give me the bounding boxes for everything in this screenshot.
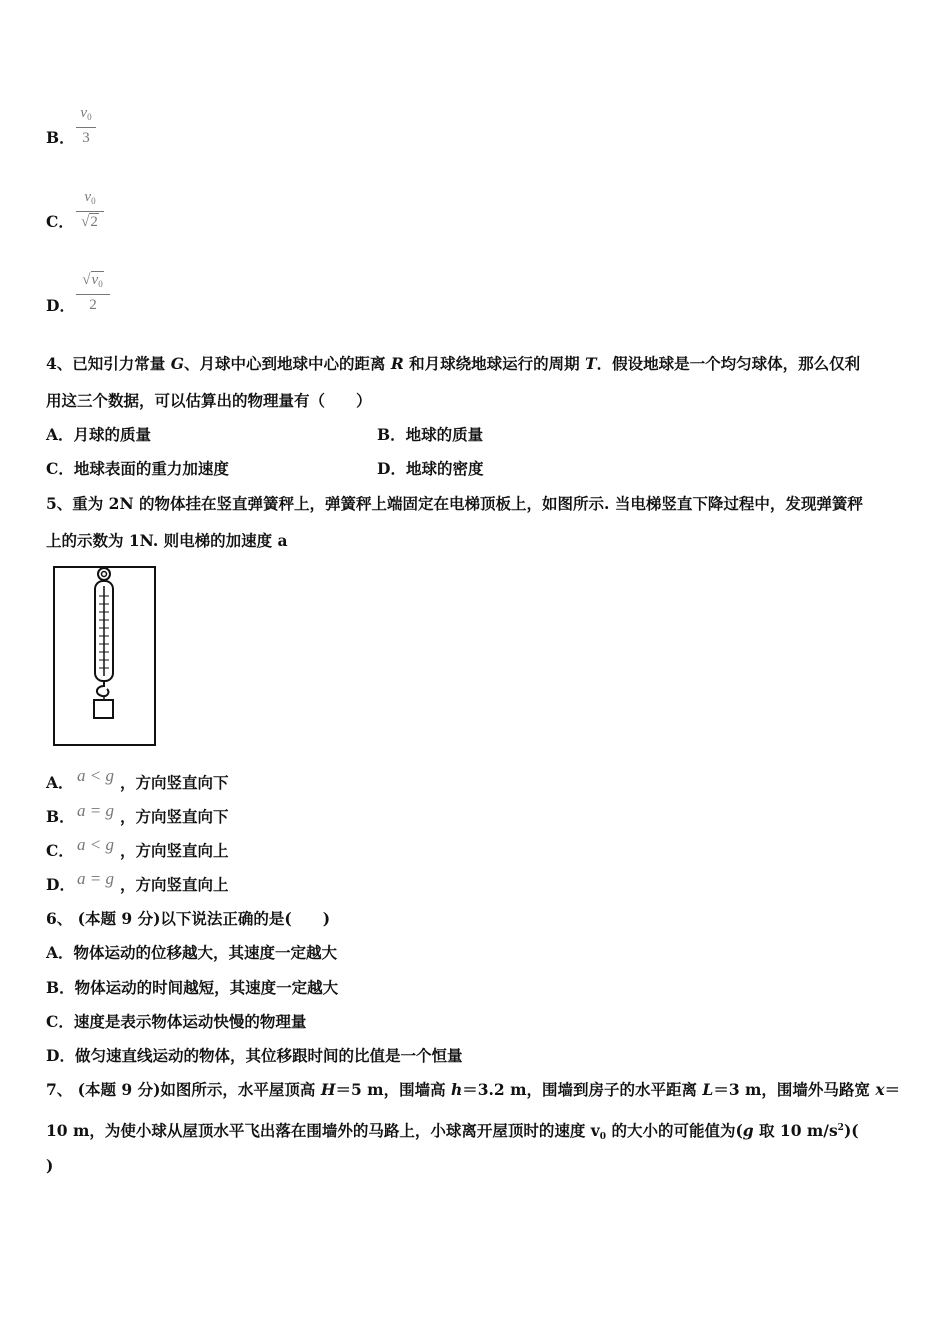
q3-c-den: 2	[90, 214, 98, 230]
q6-option-b[interactable]: B．物体运动的时间越短，其速度一定越大	[46, 978, 339, 997]
weight-block	[94, 700, 113, 718]
q4-option-c[interactable]: C．地球表面的重力加速度	[46, 459, 229, 478]
radical-sign: √	[82, 272, 91, 288]
q5-option-d-text[interactable]: ，方向竖直向上	[120, 875, 229, 894]
q4-option-b[interactable]: B．地球的质量	[377, 425, 484, 444]
q3-option-c-fraction	[76, 188, 104, 231]
q5-option-a-label[interactable]: A．	[46, 773, 74, 792]
q4-var-r: R	[390, 354, 404, 373]
fraction-bar	[76, 211, 104, 212]
spring-scale-figure	[52, 566, 158, 748]
q7-unit-sup: 2	[837, 1123, 844, 1133]
q7-var-l: L	[702, 1080, 714, 1099]
top-ring-inner	[102, 572, 107, 577]
q3-option-c-label[interactable]: C．	[46, 212, 74, 231]
top-ring	[98, 568, 110, 580]
q5-option-a-math: a < g	[77, 766, 114, 785]
q5-option-b-text[interactable]: ，方向竖直向下	[120, 807, 229, 826]
q5-option-c-label[interactable]: C．	[46, 841, 74, 860]
q4-var-g: G	[170, 354, 184, 373]
q5-option-c-text[interactable]: ，方向竖直向上	[120, 841, 229, 860]
q3-c-num: v	[84, 189, 92, 205]
q3-d-num-sub: 0	[98, 279, 103, 289]
q3-d-den: 2	[89, 297, 97, 313]
q6-option-d[interactable]: D．做匀速直线运动的物体，其位移跟时间的比值是一个恒量	[46, 1046, 463, 1065]
q4-var-t: T	[585, 354, 597, 373]
fraction-bar	[76, 294, 110, 295]
q5-option-b-math: a = g	[77, 801, 114, 820]
q7-var-h: h	[450, 1080, 463, 1099]
q4-stem-line-2: 用这三个数据，可以估算出的物理量有（ ）	[46, 391, 372, 410]
q7-var-g: g	[742, 1121, 754, 1140]
q7-v0-sub: 0	[599, 1132, 607, 1142]
q3-b-den: 3	[82, 130, 90, 146]
q3-option-d-fraction	[76, 271, 110, 314]
q5-option-d-label[interactable]: D．	[46, 875, 75, 894]
q5-option-c-math: a < g	[77, 835, 114, 854]
q5-option-b-label[interactable]: B．	[46, 807, 75, 826]
q3-option-b-fraction	[76, 104, 96, 147]
q3-b-num-sub: 0	[87, 112, 92, 122]
q3-b-num: v	[80, 105, 88, 121]
q4-option-d[interactable]: D．地球的密度	[377, 459, 484, 478]
fraction-bar	[76, 127, 96, 128]
q7-var-x: x	[875, 1080, 885, 1099]
q3-option-d-label[interactable]: D．	[46, 296, 75, 315]
q7-stem-line-2: 10 m，为使小球从屋顶水平飞出落在围墙外的马路上，小球离开屋顶时的速度 $v_0$ 的大小的可能值为(g 取 10 $m/s^2$)(	[46, 1121, 859, 1142]
q3-option-b-label[interactable]: B．	[46, 128, 75, 147]
q4-option-a[interactable]: A．月球的质量	[46, 425, 152, 444]
hook	[97, 681, 108, 696]
q5-stem-line-1: 5、重为 2N 的物体挂在竖直弹簧秤上，弹簧秤上端固定在电梯顶板上，如图所示. 当电梯竖直下降过程中，发现弹簧秤	[46, 494, 863, 513]
q7-stem-line-1: 7、 (本题 9 分)如图所示，水平屋顶高 H＝5 m，围墙高 h＝3.2 m，围墙到房子的水平距离 L＝3 m，围墙外马路宽 x＝	[46, 1080, 901, 1099]
q7-stem-line-3: )	[46, 1156, 54, 1175]
q3-c-num-sub: 0	[91, 196, 96, 206]
q6-option-c[interactable]: C．速度是表示物体运动快慢的物理量	[46, 1012, 307, 1031]
q6-option-a[interactable]: A．物体运动的位移越大，其速度一定越大	[46, 943, 338, 962]
q5-option-d-math: a = g	[77, 869, 114, 888]
q3-d-num: v	[91, 272, 99, 288]
q5-stem-line-2: 上的示数为 1N. 则电梯的加速度 a	[46, 531, 288, 550]
q4-stem-line-1: 4、已知引力常量 G、月球中心到地球中心的距离 R 和月球绕地球运行的周期 T．假设地球是一个均匀球体，那么仅利	[46, 354, 861, 373]
q6-stem: 6、 (本题 9 分)以下说法正确的是( )	[46, 909, 331, 928]
radical-sign: √	[81, 214, 90, 230]
q5-option-a-text[interactable]: ，方向竖直向下	[120, 773, 229, 792]
q7-var-h-big: H	[320, 1080, 336, 1099]
